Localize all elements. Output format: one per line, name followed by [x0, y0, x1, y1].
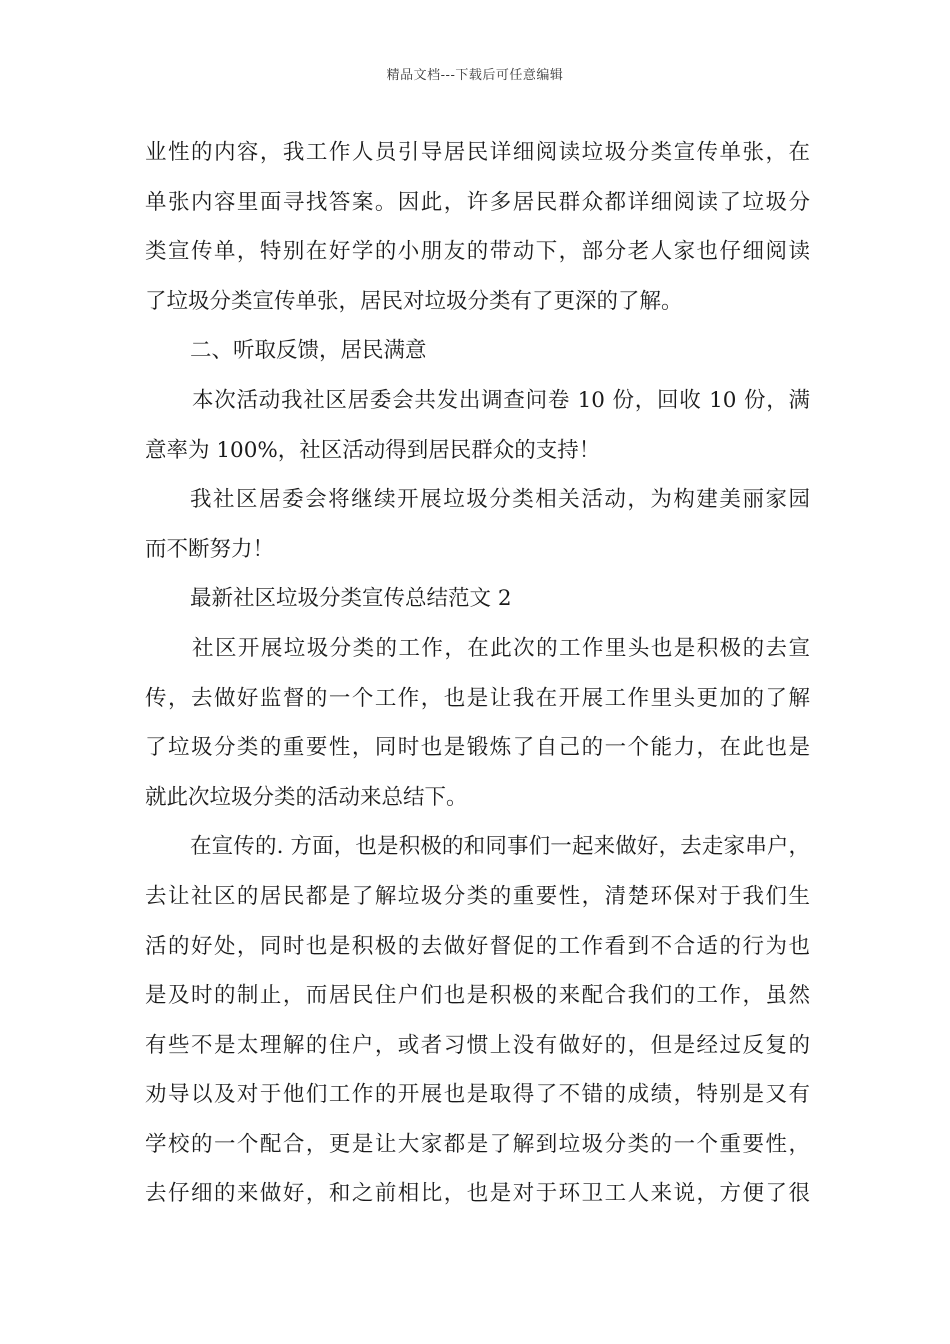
- text-line: 类宣传单，特别在好学的小朋友的带动下，部分老人家也仔细阅读: [145, 239, 810, 265]
- text-line: 劝导以及对于他们工作的开展也是取得了不错的成绩，特别是又有: [145, 1082, 810, 1108]
- text-line: 本次活动我社区居委会共发出调查问卷 10 份，回收 10 份，满: [192, 387, 810, 413]
- text-line: 了垃圾分类宣传单张，居民对垃圾分类有了更深的了解。: [145, 288, 683, 314]
- text-line: 学校的一个配合，更是让大家都是了解到垃圾分类的一个重要性，: [145, 1131, 810, 1157]
- text-line: 社区开展垃圾分类的工作，在此次的工作里头也是积极的去宣: [192, 635, 810, 661]
- text-line: 单张内容里面寻找答案。因此，许多居民群众都详细阅读了垃圾分: [145, 189, 810, 215]
- text-line: 业性的内容，我工作人员引导居民详细阅读垃圾分类宣传单张，在: [145, 140, 810, 165]
- text-line: 活的好处，同时也是积极的去做好督促的工作看到不合适的行为也: [145, 933, 810, 959]
- page-header: 精品文档---下载后可任意编辑: [386, 68, 564, 83]
- text-line: 有些不是太理解的住户，或者习惯上没有做好的，但是经过反复的: [145, 1032, 810, 1058]
- text-line: 去仔细的来做好，和之前相比，也是对于环卫工人来说，方便了很: [145, 1181, 810, 1207]
- text-line: 意率为 100%，社区活动得到居民群众的支持！: [145, 437, 601, 463]
- article-title: 最新社区垃圾分类宣传总结范文 2: [190, 586, 512, 612]
- section-heading: 二、听取反馈，居民满意: [190, 338, 427, 364]
- text-line: 传，去做好监督的一个工作，也是让我在开展工作里头更加的了解: [145, 685, 810, 711]
- text-line: 是及时的制止，而居民住户们也是积极的来配合我们的工作，虽然: [145, 983, 810, 1009]
- text-line: 去让社区的居民都是了解垃圾分类的重要性，清楚环保对于我们生: [145, 883, 810, 909]
- document-body: [145, 128, 810, 1219]
- text-line: 了垃圾分类的重要性，同时也是锻炼了自己的一个能力，在此也是: [145, 735, 810, 761]
- text-line: 在宣传的. 方面，也是积极的和同事们一起来做好，去走家串户，: [190, 834, 810, 860]
- text-line: 而不断努力！: [145, 536, 275, 562]
- text-line: 就此次垃圾分类的活动来总结下。: [145, 784, 468, 810]
- text-line: 我社区居委会将继续开展垃圾分类相关活动，为构建美丽家园: [190, 487, 810, 513]
